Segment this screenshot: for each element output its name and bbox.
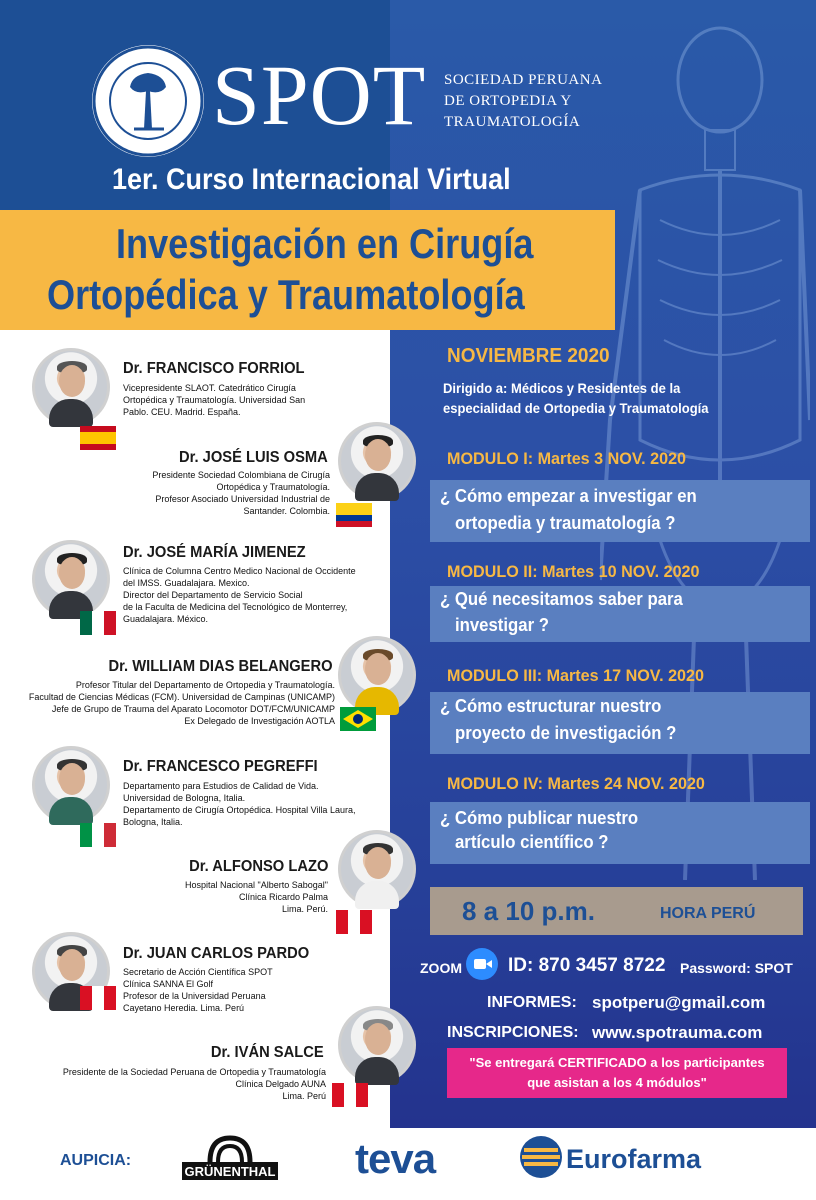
doctor-photo-avatar xyxy=(32,348,110,426)
module-4-question-line: ¿ Cómo publicar nuestro xyxy=(440,808,639,828)
module-1-question-line: ortopedia y traumatología ? xyxy=(455,513,676,533)
module-3-question-line: proyecto de investigación ? xyxy=(455,723,677,743)
doctor-name: Dr. JOSÉ MARÍA JIMENEZ xyxy=(123,544,306,561)
main-title-line-1: Investigación en Cirugía xyxy=(116,220,534,267)
doctor-name: Dr. WILLIAM DIAS BELANGERO xyxy=(108,658,333,675)
eurofarma-logo: Eurofarma xyxy=(566,1144,702,1174)
brand-title: SPOT xyxy=(212,47,427,143)
doctor-desc-line: Clínica SANNA El Golf xyxy=(123,979,214,989)
sponsors-label: AUPICIA: xyxy=(60,1152,132,1169)
doctor-name: Dr. FRANCESCO PEGREFFI xyxy=(123,758,318,775)
time-zone: HORA PERÚ xyxy=(660,905,756,922)
doctor-name: Dr. JUAN CARLOS PARDO xyxy=(123,945,310,962)
doctor-photo-avatar xyxy=(338,830,416,908)
audience-line-1: Dirigido a: Médicos y Residentes de la xyxy=(443,380,681,396)
module-2-heading: MODULO II: Martes 10 NOV. 2020 xyxy=(447,562,700,581)
doctor-desc-line: Lima. Perú. xyxy=(281,904,328,914)
doctor-photo-avatar xyxy=(338,422,416,500)
doctor-desc-line: de la Faculta de Medicina del Tecnológico de Monterrey, xyxy=(123,602,348,612)
certificate-line-1: "Se entregará CERTIFICADO a los participantes xyxy=(469,1055,765,1070)
doctor-desc-line: Cayetano Heredia. Lima. Perú xyxy=(123,1003,245,1013)
module-1-question-line: ¿ Cómo empezar a investigar en xyxy=(440,486,697,506)
doctor-desc-line: Ortopédica y Traumatología. Universidad San xyxy=(123,395,306,405)
doctor-name: Dr. JOSÉ LUIS OSMA xyxy=(179,449,328,466)
society-line-1: SOCIEDAD PERUANA xyxy=(444,72,603,88)
doctor-desc-line: Profesor de la Universidad Peruana xyxy=(123,991,266,1001)
peru-flag-icon xyxy=(336,910,372,934)
module-3-question-line: ¿ Cómo estructurar nuestro xyxy=(440,696,662,716)
doctor-desc-line: Profesor Asociado Universidad Industrial de xyxy=(155,494,330,504)
doctor-desc-line: Secretario de Acción Científica SPOT xyxy=(123,967,273,977)
society-line-3: TRAUMATOLOGÍA xyxy=(444,114,581,130)
brazil-flag-icon xyxy=(340,707,376,731)
doctor-desc-line: del IMSS. Guadalajara. Mexico. xyxy=(123,578,250,588)
spot-logo xyxy=(92,45,204,157)
doctor-desc-line: Clínica Ricardo Palma xyxy=(238,892,328,902)
audience-line-2: especialidad de Ortopedia y Traumatología xyxy=(443,400,709,416)
zoom-camera-icon xyxy=(466,948,498,980)
doctor-desc-line: Lima. Perú xyxy=(282,1091,326,1101)
doctor-name: Dr. ALFONSO LAZO xyxy=(188,858,328,875)
teva-logo: teva xyxy=(355,1135,436,1182)
month-heading: NOVIEMBRE 2020 xyxy=(447,345,610,367)
module-2-question-line: investigar ? xyxy=(455,615,549,635)
doctor-photo-avatar xyxy=(32,540,110,618)
grunenthal-text: GRÜNENTHAL xyxy=(184,1164,276,1179)
doctor-desc-line: Clínica de Columna Centro Medico Nacional de Occidente xyxy=(123,566,356,576)
colombia-flag-icon xyxy=(336,503,372,527)
module-2-question-line: ¿ Qué necesitamos saber para xyxy=(440,589,683,609)
doctor-desc-line: Vicepresidente SLAOT. Catedrático Cirugía xyxy=(123,383,296,393)
doctor-desc-line: Departamento para Estudios de Calidad de Vida. xyxy=(123,781,319,791)
certificate-line-2: que asistan a los 4 módulos" xyxy=(527,1075,707,1090)
doctor-desc-line: Jefe de Grupo de Trauma del Aparato Locomotor DOT/FCM/UNICAMP xyxy=(51,704,335,714)
module-4-question-line: artículo científico ? xyxy=(455,832,609,852)
inscripciones-url-link[interactable]: www.spotrauma.com xyxy=(592,1023,763,1042)
doctor-name: Dr. IVÁN SALCE xyxy=(211,1044,324,1061)
doctor-desc-line: Director del Departamento de Servicio Social xyxy=(123,590,303,600)
doctor-desc-line: Presidente Sociedad Colombiana de Cirugía xyxy=(152,470,330,480)
doctor-photo-avatar xyxy=(32,746,110,824)
society-line-2: DE ORTOPEDIA Y xyxy=(444,93,572,109)
italy-flag-icon xyxy=(80,823,116,847)
grunenthal-logo xyxy=(180,1132,280,1186)
doctor-photo-avatar xyxy=(338,1006,416,1084)
zoom-label: ZOOM xyxy=(420,960,462,976)
doctor-desc-line: Hospital Nacional "Alberto Sabogal" xyxy=(185,880,328,890)
main-title-line-2: Ortopédica y Traumatología xyxy=(47,271,525,318)
doctor-desc-line: Santander. Colombia. xyxy=(243,506,330,516)
module-4-heading: MODULO IV: Martes 24 NOV. 2020 xyxy=(447,774,705,793)
informes-label: INFORMES: xyxy=(487,994,577,1011)
peru-flag-icon xyxy=(332,1083,368,1107)
mexico-flag-icon xyxy=(80,611,116,635)
doctor-desc-line: Guadalajara. México. xyxy=(123,614,209,624)
informes-email-link[interactable]: spotperu@gmail.com xyxy=(592,993,766,1012)
doctor-name: Dr. FRANCISCO FORRIOL xyxy=(123,360,305,377)
doctor-desc-line: Bologna, Italia. xyxy=(123,817,183,827)
doctor-desc-line: Presidente de la Sociedad Peruana de Ortopedia y Traumatología xyxy=(62,1067,326,1077)
doctor-photo-avatar xyxy=(338,636,416,714)
inscripciones-label: INSCRIPCIONES: xyxy=(447,1024,579,1041)
doctor-desc-line: Ortopédica y Traumatología. xyxy=(216,482,330,492)
time-range: 8 a 10 p.m. xyxy=(462,896,595,926)
zoom-password: Password: SPOT xyxy=(680,960,793,976)
doctor-desc-line: Ex Delegado de Investigación AOTLA xyxy=(184,716,335,726)
zoom-meeting-id: ID: 870 3457 8722 xyxy=(508,955,666,976)
doctor-desc-line: Facultad de Ciencias Médicas (FCM). Universidad de Campinas (UNICAMP) xyxy=(28,692,335,702)
doctor-desc-line: Pablo. CEU. Madrid. España. xyxy=(123,407,241,417)
spain-flag-icon xyxy=(80,426,116,450)
module-3-heading: MODULO III: Martes 17 NOV. 2020 xyxy=(447,666,705,685)
doctor-desc-line: Universidad de Bologna, Italia. xyxy=(123,793,246,803)
eurofarma-globe-icon xyxy=(520,1136,562,1178)
peru-flag-icon xyxy=(80,986,116,1010)
module-1-heading: MODULO I: Martes 3 NOV. 2020 xyxy=(447,449,687,468)
doctor-desc-line: Clínica Delgado AUNA xyxy=(235,1079,326,1089)
course-title: 1er. Curso Internacional Virtual xyxy=(112,163,511,196)
doctor-desc-line: Departamento de Cirugía Ortopédica. Hospital Villa Laura, xyxy=(123,805,356,815)
doctor-desc-line: Profesor Titular del Departamento de Ortopedia y Traumatología. xyxy=(75,680,335,690)
